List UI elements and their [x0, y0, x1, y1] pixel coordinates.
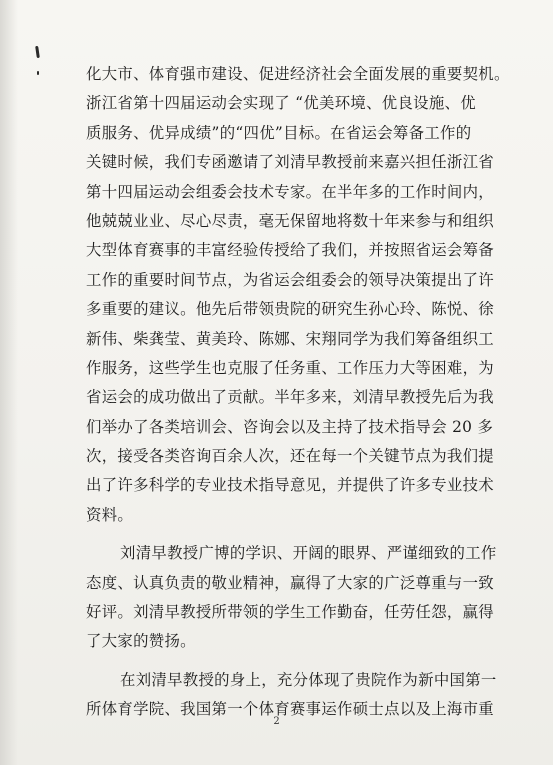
text-line: 态度、认真负责的敬业精神，赢得了大家的广泛尊重与一致	[86, 573, 494, 592]
text-line: 他兢兢业业、尽心尽责，毫无保留地将数十年来参与和组织	[86, 211, 494, 230]
text-line: 关键时候，我们专函邀请了刘清早教授前来嘉兴担任浙江省	[86, 153, 494, 172]
text-line: 省运会的成功做出了贡献。半年多来，刘清早教授先后为我	[86, 388, 494, 407]
paragraph-2	[86, 539, 497, 657]
page-number: 2	[273, 716, 280, 727]
text-line: 化大市、体育强市建设、促进经济社会全面发展的重要契机。	[86, 65, 510, 83]
text-line: 出了许多科学的专业技术指导意见，并提供了许多专业技术	[86, 476, 494, 495]
paragraph-spacer	[86, 657, 490, 666]
paragraph-spacer	[86, 530, 490, 539]
text-line: 次，接受各类咨询百余人次，还在每一个关键节点为我们提	[86, 447, 494, 466]
text-line: 刘清早教授广博的学识、开阔的眼界、严谨细致的工作	[120, 544, 497, 563]
text-line: 第十四届运动会组委会技术专家。在半年多的工作时间内，	[86, 182, 494, 201]
text-line: 们举办了各类培训会、咨询会以及主持了技术指导会 20 多	[86, 417, 494, 436]
scan-shadow	[0, 0, 18, 765]
text-line: 在刘清早教授的身上，充分体现了贵院作为新中国第一	[120, 670, 497, 689]
text-line: 多重要的建议。他先后带领贵院的研究生孙心玲、陈悦、徐	[86, 300, 494, 319]
text-line: 好评。刘清早教授所带领的学生工作勤奋，任劳任怨，赢得	[86, 603, 494, 622]
text-line: 新伟、柴龚莹、黄美玲、陈娜、宋翔同学为我们筹备组织工	[86, 329, 494, 348]
text-line: 了大家的赞扬。	[86, 632, 196, 651]
ink-mark	[35, 46, 40, 58]
text-line: 作服务，这些学生也克服了任务重、工作压力大等困难，为	[86, 358, 494, 377]
text-line: 所体育学院、我国第一个体育赛事运作硕士点以及上海市重	[86, 700, 494, 719]
text-line: 资料。	[86, 505, 134, 524]
ink-mark	[37, 71, 39, 75]
letter-body	[86, 60, 510, 725]
text-line: 质服务、优异成绩”的“四优”目标。在省运会筹备工作的	[86, 123, 472, 142]
text-line: 浙江省第十四届运动会实现了 “优美环境、优良设施、优	[86, 94, 476, 113]
text-line: 工作的重要时间节点，为省运会组委会的领导决策提出了许	[86, 270, 494, 289]
text-line: 大型体育赛事的丰富经验传授给了我们，并按照省运会筹备	[86, 241, 494, 260]
paragraph-1	[86, 60, 510, 530]
